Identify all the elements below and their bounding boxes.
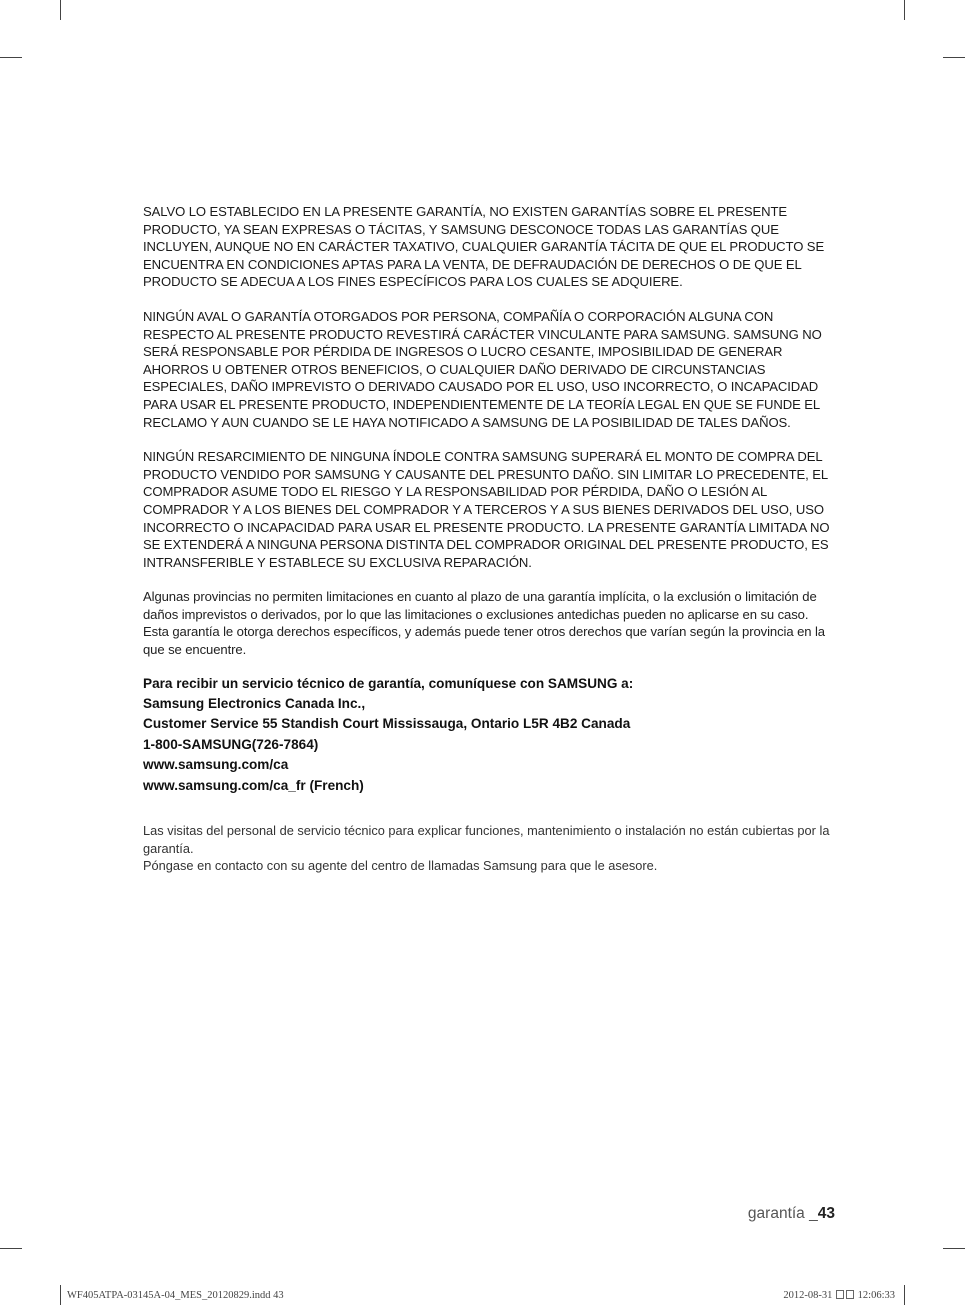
contact-address: Customer Service 55 Standish Court Mississauga, Ontario L5R 4B2 Canada [143, 716, 631, 732]
contact-company: Samsung Electronics Canada Inc., [143, 696, 366, 712]
print-timestamp [783, 1290, 895, 1301]
crop-mark [60, 0, 61, 20]
contact-block [143, 674, 833, 796]
disclaimer-paragraph-3: NINGÚN RESARCIMIENTO DE NINGUNA ÍNDOLE CONTRA SAMSUNG SUPERARÁ EL MONTO DE COMPRA DEL PRODUCTO VENDIDO POR SAMSUNG Y CAUSANTE DEL PRESUNTO DAÑO. SIN LIMITAR LO PRECEDENTE, EL COMPRADOR ASUME TODO EL RIESGO Y LA RESPONSABILIDAD POR PÉRDIDA, DAÑO O LESIÓN AL COMPRADOR Y A LOS BIENES DEL COMPRADOR Y A TERCEROS Y A SUS BIENES DERIVADOS DEL USO, USO INCORRECTO O INCAPACIDAD PARA USAR EL PRESENTE PRODUCTO. LA PRESENTE GARANTÍA LIMITADA NO SE EXTENDERÁ A NINGUNA PERSONA DISTINTA DEL COMPRADOR ORIGINAL DEL PRESENTE PRODUCTO, ES INTRANSFERIBLE Y ESTABLECE SU EXCLUSIVA REPARACIÓN. [143, 449, 830, 570]
print-date: 2012-08-31 [783, 1290, 833, 1301]
provinces-paragraph: Algunas provincias no permiten limitaciones en cuanto al plazo de una garantía implícita, o la exclusión o limitación de daños imprevistos o derivados, por lo que las limitaciones o exclusiones antedichas pueden no aplicarse en su caso. Esta garantía le otorga derechos específicos, y además puede tener otros derechos que varían según la provincia en la que se encuentre. [143, 589, 825, 658]
page-prefix: _ [809, 1205, 818, 1222]
print-time: 12:06:33 [857, 1290, 895, 1301]
crop-mark [943, 1248, 965, 1249]
contact-website-en: www.samsung.com/ca [143, 757, 289, 773]
service-note-line-1: Las visitas del personal de servicio técnico para explicar funciones, mantenimiento o instalación no están cubiertas por la garantía. [143, 823, 830, 856]
contact-website-fr: www.samsung.com/ca_fr (French) [143, 777, 364, 793]
service-note-line-2: Póngase en contacto con su agente del centro de llamadas Samsung para que le asesore. [143, 857, 658, 873]
warranty-content [143, 203, 833, 874]
print-file-slug: WF405ATPA-03145A-04_MES_20120829.indd 43 [67, 1290, 284, 1301]
page-section: garantía [747, 1205, 805, 1222]
placeholder-glyph-icon [846, 1290, 854, 1299]
crop-mark [0, 57, 22, 58]
crop-mark [60, 1285, 61, 1305]
disclaimer-paragraph-2: NINGÚN AVAL O GARANTÍA OTORGADOS POR PERSONA, COMPAÑÍA O CORPORACIÓN ALGUNA CON RESPECTO AL PRESENTE PRODUCTO REVESTIRÁ CARÁCTER VINCULANTE PARA SAMSUNG. SAMSUNG NO SERÁ RESPONSABLE POR PÉRDIDA DE INGRESOS O LUCRO CESANTE, IMPOSIBILIDAD DE GENERAR AHORROS U OBTENER OTROS BENEFICIOS, O CUALQUIER DAÑO DERIVADO DE CIRCUNSTANCIAS ESPECIALES, DAÑO IMPREVISTO O DERIVADO CAUSADO POR EL USO, USO INCORRECTO, O INCAPACIDAD PARA USAR EL PRESENTE PRODUCTO, INDEPENDIENTEMENTE DE LA TEORÍA LEGAL EN QUE SE FUNDE EL RECLAMO Y AUN CUANDO SE LE HAYA NOTIFICADO A SAMSUNG DE LA POSIBILIDAD DE TALES DAÑOS. [143, 308, 822, 430]
disclaimer-paragraph-1: SALVO LO ESTABLECIDO EN LA PRESENTE GARANTÍA, NO EXISTEN GARANTÍAS SOBRE EL PRESENTE PRODUCTO, YA SEAN EXPRESAS O TÁCITAS, Y SAMSUNG DESCONOCE TODAS LAS GARANTÍAS QUE INCLUYEN, AUNQUE NO EN CARÁCTER TAXATIVO, CUALQUIER GARANTÍA TÁCITA DE QUE EL PRODUCTO SE ENCUENTRA EN CONDICIONES APTAS PARA LA VENTA, DE DEFRAUDACIÓN DE DERECHOS O DE QUE EL PRODUCTO SE ADECUA A LOS FINES ESPECÍFICOS PARA LOS CUALES SE ADQUIERE. [143, 204, 825, 290]
page-number [748, 1205, 835, 1223]
crop-mark [904, 0, 905, 20]
crop-mark [0, 1248, 22, 1249]
service-note [143, 822, 833, 874]
crop-mark [904, 1285, 905, 1305]
contact-heading: Para recibir un servicio técnico de garantía, comuníquese con SAMSUNG a: [143, 675, 634, 691]
placeholder-glyph-icon [836, 1290, 844, 1299]
crop-mark [943, 57, 965, 58]
contact-phone: 1-800-SAMSUNG(726-7864) [143, 736, 319, 752]
page-number-value: 43 [817, 1205, 835, 1222]
